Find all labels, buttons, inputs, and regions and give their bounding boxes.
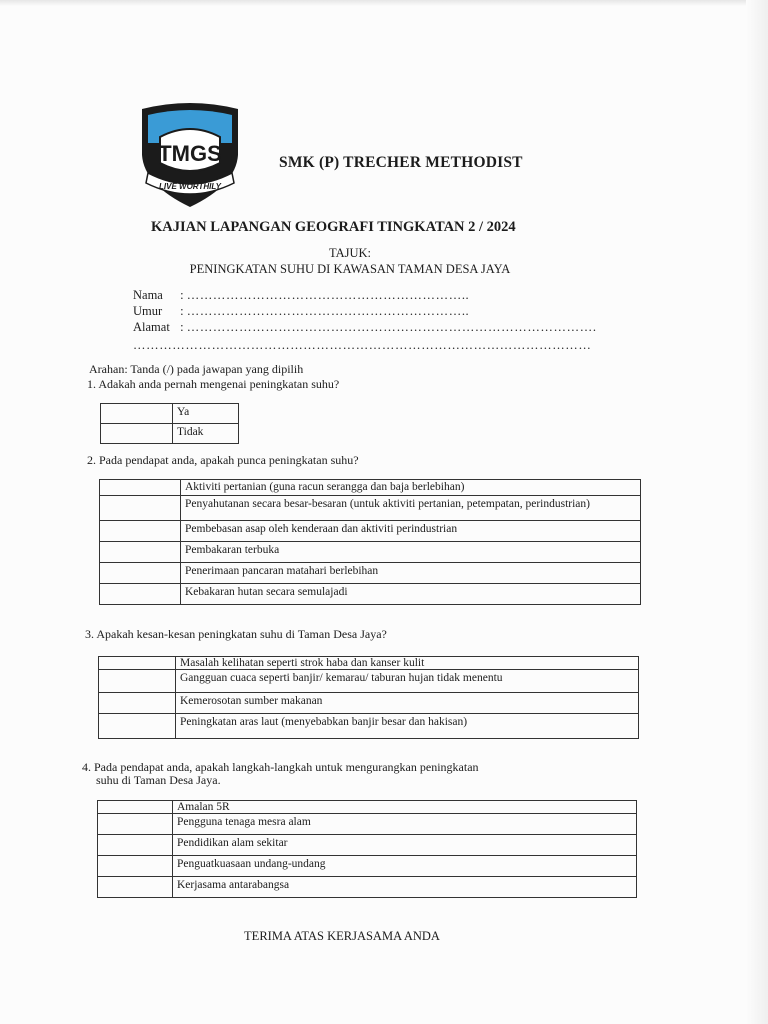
question-2-table [99,479,641,605]
alamat-field-line2[interactable] [133,338,592,353]
svg-text:TMGS: TMGS [158,141,222,166]
option-label: Aktiviti pertanian (guna racun serangga dan baja berlebihan) [181,480,641,496]
umur-label: Umur [133,304,163,318]
option-label: Pembebasan asap oleh kenderaan dan aktiviti perindustrian [181,521,641,542]
tick-box[interactable] [99,670,176,693]
tick-box[interactable] [99,657,176,670]
option-label: Ya [173,404,239,424]
question-1-table [100,403,239,444]
tick-box[interactable] [98,835,173,856]
table-row[interactable] [98,814,637,835]
question-4-table [97,800,637,898]
tick-box[interactable] [100,542,181,563]
page-right-edge [746,0,768,1024]
option-label: Penerimaan pancaran matahari berlebihan [181,563,641,584]
table-row[interactable] [98,801,637,814]
tick-box[interactable] [99,693,176,714]
tick-box[interactable] [100,521,181,542]
option-label: Kerjasama antarabangsa [173,877,637,898]
alamat-dots: …………………………………………………………………………………. [186,320,597,334]
table-row[interactable] [100,521,641,542]
tick-box[interactable] [100,584,181,605]
umur-field[interactable]: Umur : ……………………………………………………….. [133,304,470,318]
option-label: Pendidikan alam sekitar [173,835,637,856]
table-row[interactable] [98,877,637,898]
table-row[interactable] [98,835,637,856]
question-3: 3. Apakah kesan-kesan peningkatan suhu di Taman Desa Jaya? [85,627,387,641]
table-row[interactable] [101,424,239,444]
option-label: Amalan 5R [173,801,637,814]
tick-box[interactable] [101,424,173,444]
table-row[interactable] [99,693,639,714]
tick-box[interactable] [98,856,173,877]
question-4-line1: 4. Pada pendapat anda, apakah langkah-langkah untuk mengurangkan peningkatan [82,760,479,774]
arahan-text: Arahan: Tanda (/) pada jawapan yang dipilih [89,362,304,376]
table-row[interactable] [101,404,239,424]
table-row[interactable] [100,496,641,521]
option-label: Tidak [173,424,239,444]
svg-text:LIVE WORTHILY: LIVE WORTHILY [159,182,221,191]
option-label: Kebakaran hutan secara semulajadi [181,584,641,605]
table-row[interactable] [100,542,641,563]
tick-box[interactable] [98,877,173,898]
school-logo-crest [138,103,242,208]
option-label: Gangguan cuaca seperti banjir/ kemarau/ taburan hujan tidak menentu [176,670,639,693]
tick-box[interactable] [100,480,181,496]
umur-dots: ……………………………………………………….. [186,304,470,318]
page-top-edge [0,0,768,6]
alamat-label: Alamat [133,320,170,334]
table-row[interactable] [100,584,641,605]
tajuk-label: TAJUK: [328,246,372,260]
tick-box[interactable] [99,714,176,739]
tick-box[interactable] [100,496,181,521]
tajuk-text: PENINGKATAN SUHU DI KAWASAN TAMAN DESA JAYA [189,262,511,276]
nama-dots: ……………………………………………………….. [186,288,470,302]
nama-label: Nama [133,288,163,302]
table-row[interactable] [100,480,641,496]
question-4-line2: suhu di Taman Desa Jaya. [96,773,221,787]
alamat-dots-line2: …………………………………………………………………………………………… [133,338,592,352]
footer-thanks: TERIMA ATAS KERJASAMA ANDA [244,929,440,943]
alamat-field[interactable]: Alamat : …………………………………………………………………………………. [133,320,597,334]
option-label: Masalah kelihatan seperti strok haba dan kanser kulit [176,657,639,670]
nama-field[interactable]: Nama : ……………………………………………………….. [133,288,470,302]
tick-box[interactable] [100,563,181,584]
table-row[interactable] [99,657,639,670]
option-label: Pembakaran terbuka [181,542,641,563]
table-row[interactable] [98,856,637,877]
question-1: 1. Adakah anda pernah mengenai peningkatan suhu? [87,377,340,391]
option-label: Pengguna tenaga mesra alam [173,814,637,835]
tick-box[interactable] [98,801,173,814]
question-2: 2. Pada pendapat anda, apakah punca peningkatan suhu? [87,453,359,467]
document-title: KAJIAN LAPANGAN GEOGRAFI TINGKATAN 2 / 2024 [151,219,516,235]
question-3-table [98,656,639,739]
table-row[interactable] [100,563,641,584]
tick-box[interactable] [98,814,173,835]
school-name: SMK (P) TRECHER METHODIST [279,154,523,171]
table-row[interactable] [99,670,639,693]
tick-box[interactable] [101,404,173,424]
option-label: Kemerosotan sumber makanan [176,693,639,714]
option-label: Penguatkuasaan undang-undang [173,856,637,877]
option-label: Penyahutanan secara besar-besaran (untuk aktiviti pertanian, petempatan, perindustrian) [181,496,641,521]
table-row[interactable] [99,714,639,739]
option-label: Peningkatan aras laut (menyebabkan banjir besar dan hakisan) [176,714,639,739]
